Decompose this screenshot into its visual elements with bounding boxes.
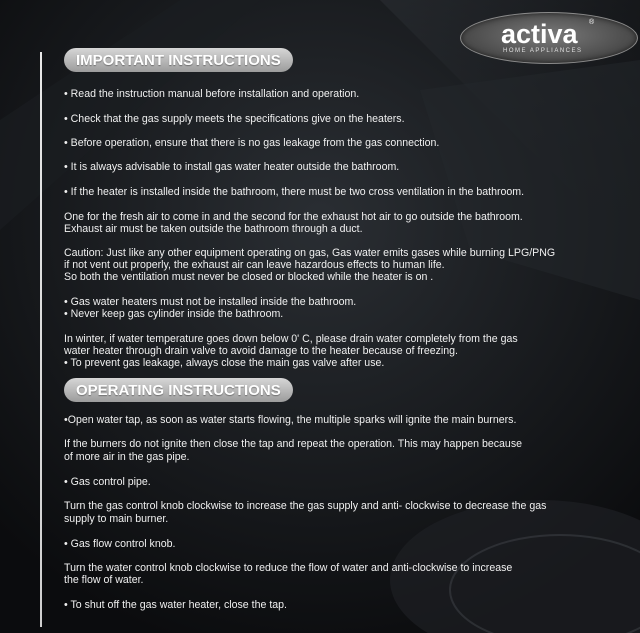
operating-line-8: Turn the water control knob clockwise to reduce the flow of water and anti-clockwise to increase [64,562,513,574]
important-line-10: So both the ventilation must never be closed or blocked while the heater is on . [64,271,434,283]
important-instructions-heading: IMPORTANT INSTRUCTIONS [64,48,293,72]
operating-line-7: • Gas flow control knob. [64,538,176,550]
accent-vertical-line [40,52,42,627]
important-line-1: • Read the instruction manual before installation and operation. [64,88,360,100]
operating-line-4: • Gas control pipe. [64,476,151,488]
operating-instructions-heading: OPERATING INSTRUCTIONS [64,378,293,402]
logo-registered-mark: ® [589,19,595,26]
important-line-9: if not vent out properly, the exhaust air can leave hazardous effects to human life. [64,259,445,271]
important-line-15: • To prevent gas leakage, always close the main gas valve after use. [64,357,385,369]
operating-line-3: of more air in the gas pipe. [64,451,190,463]
important-line-5: • If the heater is installed inside the bathroom, there must be two cross ventilation in the bathroom. [64,186,525,198]
important-line-13: In winter, if water temperature goes down below 0' C, please drain water completely from the gas [64,333,518,345]
important-line-6: One for the fresh air to come in and the second for the exhaust hot air to go outside the bathroom. [64,211,523,223]
important-line-3: • Before operation, ensure that there is no gas leakage from the gas connection. [64,137,440,149]
brand-logo [460,12,638,64]
important-line-4: • It is always advisable to install gas water heater outside the bathroom. [64,161,400,173]
important-line-11: • Gas water heaters must not be installed inside the bathroom. [64,296,357,308]
operating-line-1: •Open water tap, as soon as water starts flowing, the multiple sparks will ignite the main burners. [64,414,517,426]
logo-tagline: HOME APPLIANCES [503,48,583,54]
important-line-12: • Never keep gas cylinder inside the bathroom. [64,308,284,320]
logo-wordmark: activa [501,19,578,49]
important-line-7: Exhaust air must be taken outside the bathroom through a duct. [64,223,363,235]
important-line-8: Caution: Just like any other equipment operating on gas, Gas water emits gases while burning LPG/PNG [64,247,556,259]
operating-line-2: If the burners do not ignite then close the tap and repeat the operation. This may happen because [64,438,523,450]
operating-line-6: supply to main burner. [64,513,169,525]
important-line-14: water heater through drain valve to avoid damage to the heater because of freezing. [64,345,458,357]
operating-line-5: Turn the gas control knob clockwise to increase the gas supply and anti- clockwise to decrease the gas [64,500,547,512]
operating-line-9: the flow of water. [64,574,144,586]
operating-line-10: • To shut off the gas water heater, close the tap. [64,599,287,611]
important-line-2: • Check that the gas supply meets the specifications give on the heaters. [64,113,405,125]
